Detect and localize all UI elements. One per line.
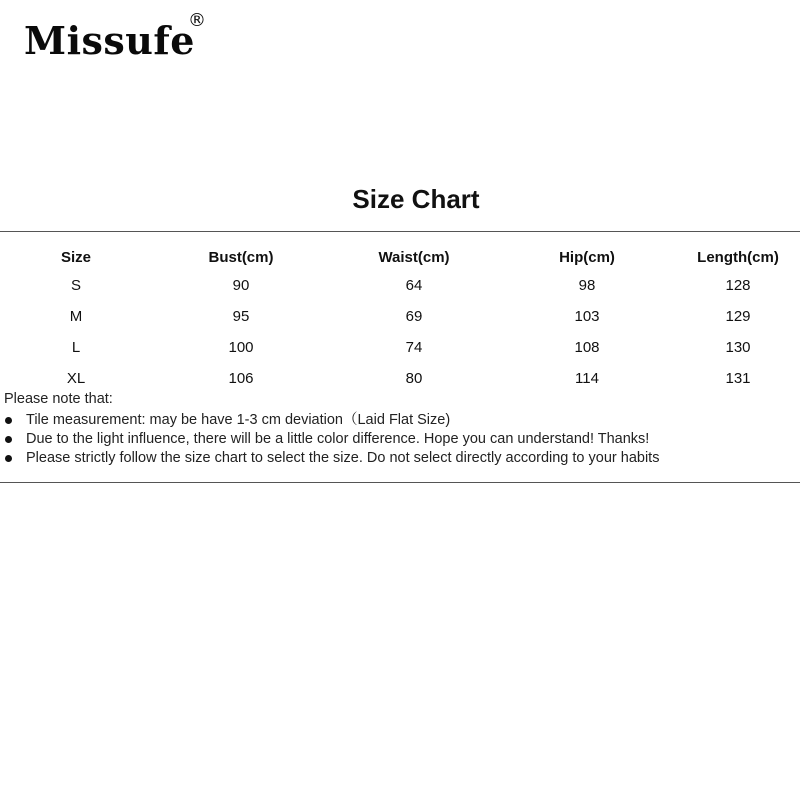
list-item xyxy=(4,430,794,449)
bullet-icon xyxy=(5,436,12,443)
table-cell: 128 xyxy=(725,277,751,294)
note-text: Tile measurement: may be have 1-3 cm deviation（Laid Flat Size) xyxy=(26,412,451,428)
table-cell: 129 xyxy=(725,308,751,325)
list-item xyxy=(4,411,794,430)
table-header-row xyxy=(0,244,800,270)
table-cell: 108 xyxy=(574,339,600,356)
table-row xyxy=(0,270,800,301)
table-cell: 130 xyxy=(725,339,751,356)
notes-section xyxy=(4,390,794,468)
note-text: Please strictly follow the size chart to select the size. Do not select directly according to your habits xyxy=(26,450,660,466)
size-chart-table xyxy=(0,244,800,394)
table-cell: 98 xyxy=(578,277,596,294)
bullet-icon xyxy=(5,417,12,424)
table-cell: L xyxy=(71,339,81,356)
table-cell: 69 xyxy=(405,308,423,325)
table-cell: 131 xyxy=(725,370,751,387)
table-cell: 80 xyxy=(405,370,423,387)
table-cell: 90 xyxy=(232,277,250,294)
table-cell: 106 xyxy=(228,370,254,387)
table-cell: 64 xyxy=(405,277,423,294)
header-waist: Waist(cm) xyxy=(378,248,450,266)
table-cell: 74 xyxy=(405,339,423,356)
note-text: Due to the light influence, there will be a little color difference. Hope you can understand! Thanks! xyxy=(26,431,650,447)
table-cell: 95 xyxy=(232,308,250,325)
page-title: Size Chart xyxy=(352,184,480,214)
table-cell: 100 xyxy=(228,339,254,356)
table-cell: M xyxy=(69,308,83,325)
bottom-divider xyxy=(0,482,800,483)
header-bust: Bust(cm) xyxy=(208,248,274,266)
brand-logo: Missufe xyxy=(24,18,195,63)
table-row xyxy=(0,332,800,363)
registered-trademark-icon: ® xyxy=(188,10,206,31)
bullet-icon xyxy=(5,455,12,462)
header-length: Length(cm) xyxy=(697,248,779,266)
table-cell: S xyxy=(70,277,81,294)
table-cell: 103 xyxy=(574,308,600,325)
table-row xyxy=(0,301,800,332)
top-divider xyxy=(0,231,800,232)
table-cell: XL xyxy=(66,370,86,387)
notes-list xyxy=(4,411,794,468)
header-hip: Hip(cm) xyxy=(559,248,615,266)
notes-heading: Please note that: xyxy=(4,391,113,407)
table-cell: 114 xyxy=(575,370,599,387)
header-size: Size xyxy=(60,248,91,266)
list-item xyxy=(4,449,794,468)
